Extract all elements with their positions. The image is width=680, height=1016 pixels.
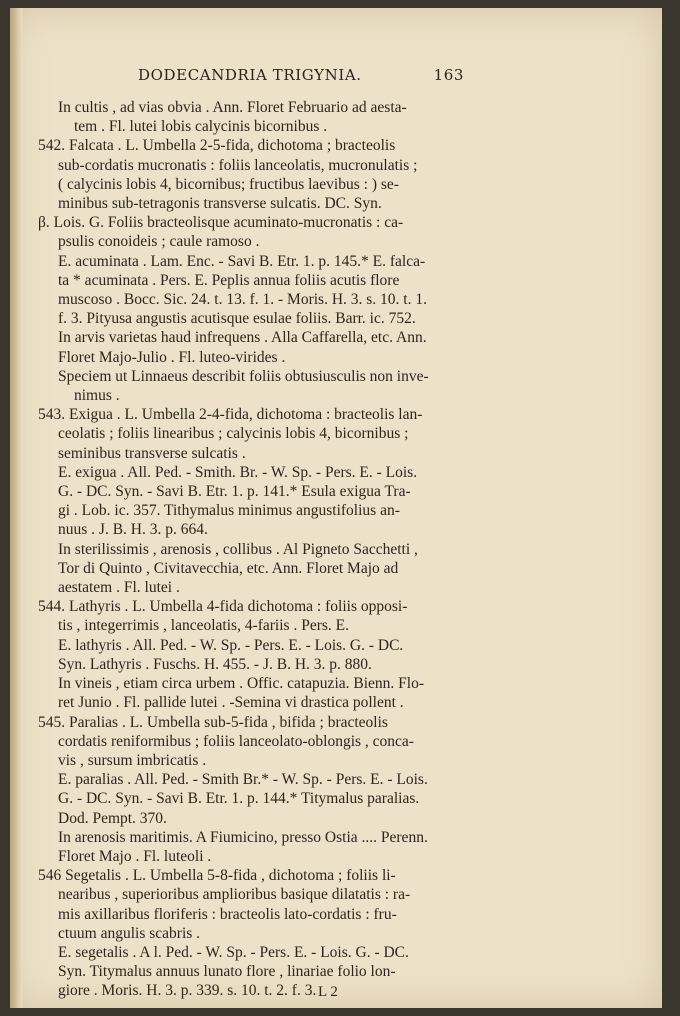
text-line: vis , sursum imbricatis . [58, 751, 207, 769]
text-line: muscoso . Bocc. Sic. 24. t. 13. f. 1. - Moris. H. 3. s. 10. t. 1. [58, 291, 427, 309]
text-line: In vineis , etiam circa urbem . Offic. catapuzia. Bienn. Flo- [58, 675, 424, 693]
text-line: Syn. Lathyris . Fuschs. H. 455. - J. B. H. 3. p. 880. [58, 655, 372, 673]
text-line: E. acuminata . Lam. Enc. - Savi B. Etr. 1. p. 145.* E. falca- [58, 252, 426, 270]
species-entry-544: 544. Lathyris . L. Umbella 4-fida dichotoma : foliis opposi- [38, 598, 408, 616]
running-header [10, 64, 662, 88]
text-line: psulis conoideis ; caule ramoso . [58, 233, 260, 251]
text-line: f. 3. Pityusa angustis acutisque esulae foliis. Barr. ic. 752. [58, 310, 416, 328]
text-line: Floret Majo . Fl. luteoli . [58, 847, 212, 865]
species-entry-543: 543. Exigua . L. Umbella 2-4-fida, dichotoma : bracteolis lan- [38, 406, 423, 424]
text-line: G. - DC. Syn. - Savi B. Etr. 1. p. 141.* Esula exigua Tra- [58, 483, 411, 501]
text-line: aestatem . Fl. lutei . [58, 579, 180, 597]
text-line: E. exigua . All. Ped. - Smith. Br. - W. Sp. - Pers. E. - Lois. [58, 463, 418, 481]
text-line: ctuum angulis scabris . [58, 924, 201, 942]
text-line: sub-cordatis mucronatis : foliis lanceolatis, mucronulatis ; [58, 156, 418, 174]
text-line: In arvis varietas haud infrequens . Alla Caffarella, etc. Ann. [58, 329, 427, 347]
text-line: ret Junio . Fl. pallide lutei . -Semina vi drastica pollent . [58, 694, 404, 712]
book-page [10, 8, 662, 1008]
running-title: DODECANDRIA TRIGYNIA. [138, 66, 362, 84]
text-line: tem . Fl. lutei lobis calycinis bicornibus . [74, 118, 328, 136]
text-line: nearibus , superioribus amplioribus basique dilatatis : ra- [58, 886, 411, 904]
text-line: giore . Moris. H. 3. p. 339. s. 10. t. 2. f. 3. [58, 982, 317, 1000]
page-body-text [38, 98, 493, 1001]
page-spine-shadow [10, 8, 22, 1008]
text-line: Floret Majo-Julio . Fl. luteo-virides . [58, 348, 286, 366]
text-line: E. paralias . All. Ped. - Smith Br.* - W. Sp. - Pers. E. - Lois. [58, 771, 428, 789]
text-line: cordatis reniformibus ; foliis lanceolato-oblongis , conca- [58, 732, 414, 750]
text-line: Speciem ut Linnaeus describit foliis obtusiusculis non inve- [58, 367, 429, 385]
text-line: Dod. Pempt. 370. [58, 809, 167, 827]
page-number: 163 [433, 66, 464, 84]
text-line: tis , integerrimis , lanceolatis, 4-fariis . Pers. E. [58, 617, 349, 635]
text-line: nuus . J. B. H. 3. p. 664. [58, 521, 208, 539]
text-line: gi . Lob. ic. 357. Tithymalus minimus angustifolius an- [58, 502, 400, 520]
text-line: nimus . [74, 387, 120, 405]
species-entry-546: 546 Segetalis . L. Umbella 5-8-fida , dichotoma ; foliis li- [38, 867, 396, 885]
text-line: In sterilissimis , arenosis , collibus . Al Pigneto Sacchetti , [58, 540, 418, 558]
text-line: G. - DC. Syn. - Savi B. Etr. 1. p. 144.* Titymalus paralias. [58, 790, 420, 808]
text-line: E. lathyris . All. Ped. - W. Sp. - Pers. E. - Lois. G. - DC. [58, 636, 404, 654]
text-line: ta * acuminata . Pers. E. Peplis annua foliis acutis flore [58, 271, 400, 289]
text-line: Tor di Quinto , Civitavecchia, etc. Ann. Floret Majo ad [58, 559, 399, 577]
text-line: ( calycinis lobis 4, bicornibus; fructibus laevibus : ) se- [58, 175, 399, 193]
text-line: In cultis , ad vias obvia . Ann. Floret Februario ad aesta- [58, 99, 407, 116]
text-line: seminibus transverse sulcatis . [58, 444, 246, 462]
text-line: mis axillaribus floriferis : bracteolis lato-cordatis : fru- [58, 905, 397, 923]
signature-mark: L 2 [318, 984, 338, 1000]
variety-beta-line: β. Lois. G. Foliis bracteolisque acuminato-mucronatis : ca- [38, 214, 404, 232]
species-entry-542: 542. Falcata . L. Umbella 2-5-fida, dichotoma ; bracteolis [38, 137, 396, 155]
text-line: Syn. Titymalus annuus lunato flore , linariae folio lon- [58, 963, 396, 981]
text-line: minibus sub-tetragonis transverse sulcatis. DC. Syn. [58, 195, 382, 213]
text-line: In arenosis maritimis. A Fiumicino, presso Ostia .... Perenn. [58, 828, 428, 846]
text-line: E. segetalis . A l. Ped. - W. Sp. - Pers. E. - Lois. G. - DC. [58, 943, 409, 961]
text-line: ceolatis ; foliis linearibus ; calycinis lobis 4, bicornibus ; [58, 425, 409, 443]
species-entry-545: 545. Paralias . L. Umbella sub-5-fida , bifida ; bracteolis [38, 713, 388, 731]
